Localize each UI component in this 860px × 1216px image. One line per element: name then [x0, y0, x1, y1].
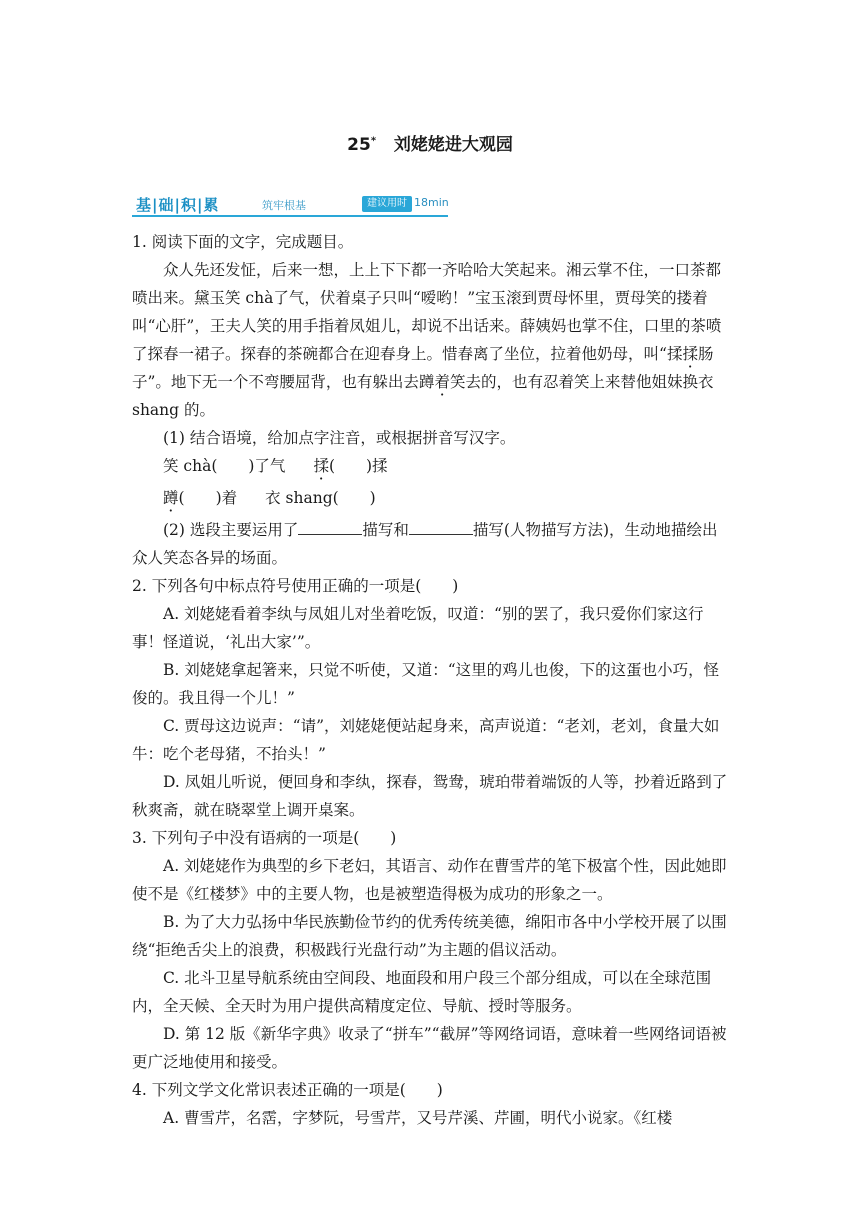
fill-shang: 衣 shang( )	[265, 489, 376, 507]
title-asterisk: *	[370, 135, 377, 147]
fill-cha: 笑 chà( )了气	[163, 457, 286, 475]
reading-passage: 众人先还发怔，后来一想，上上下下都一齐哈哈大笑起来。湘云掌不住，一口茶都喷出来。黛玉笑 chà了气，伏着桌子只叫“嗳哟！”宝玉滚到贾母怀里，贾母笑的搂着叫“心肝”，王夫人笑的用手指着凤姐儿，却说不出话来。薛姨妈也掌不住，口里的茶喷了探春一裙子。探春的茶碗都合在迎春身上。惜春离了坐位，拉着他奶母，叫“揉揉肠子”。地下无一个不弯腰屈背，也有躲出去蹲着笑去的，也有忍着笑上来替他姐妹换衣 shang 的。	[132, 261, 722, 419]
exercise-content	[132, 228, 732, 1132]
question-2-option-a: A. 刘姥姥看着李纨与凤姐儿对坐着吃饭，叹道：“别的罢了，我只爱你们家这行事！怪道说，‘礼出大家’”。	[132, 605, 704, 651]
question-2-option-c: C. 贾母这边说声：“请”，刘姥姥便站起身来，高声说道：“老刘，老刘，食量大如牛：吃个老母猪，不抬头！”	[132, 717, 720, 763]
suggested-time-value: 18min	[414, 196, 449, 209]
banner-sublabel: 筑牢根基	[262, 199, 306, 212]
question-1-stem: 1. 阅读下面的文字，完成题目。	[132, 233, 354, 251]
question-2-stem: 2. 下列各句中标点符号使用正确的一项是( )	[132, 577, 459, 595]
suggested-time-tag: 建议用时	[362, 196, 412, 212]
question-2-option-d: D. 凤姐儿听说，便回身和李纨，探春，鸳鸯，琥珀带着端饭的人等，抄着近路到了秋爽斋，就在晓翠堂上调开桌案。	[132, 773, 728, 819]
fill-row-1	[132, 452, 732, 480]
question-3-option-c: C. 北斗卫星导航系统由空间段、地面段和用户段三个部分组成，可以在全球范围内，全天候、全天时为用户提供高精度定位、导航、授时等服务。	[132, 969, 712, 1015]
answer-blank-1[interactable]	[298, 516, 362, 535]
question-3-option-d: D. 第 12 版《新华字典》收录了“拼车”“截屏”等网络词语，意味着一些网络词语被更广泛地使用和接受。	[132, 1025, 727, 1071]
question-4-option-a: A. 曹雪芹，名霑，字梦阮，号雪芹，又号芹溪、芹圃，明代小说家。《红楼	[163, 1109, 673, 1127]
fill-dun: 蹲( )着	[163, 489, 238, 507]
question-3-option-b: B. 为了大力弘扬中华民族勤俭节约的优秀传统美德，绵阳市各中小学校开展了以围绕“拒绝舌尖上的浪费，积极践行光盘行动”为主题的倡议活动。	[132, 913, 727, 959]
question-4-stem: 4. 下列文学文化常识表述正确的一项是( )	[132, 1081, 443, 1099]
question-1-sub-1: (1) 结合语境，给加点字注音，或根据拼音写汉字。	[163, 429, 516, 447]
question-1-sub-2: (2) 选段主要运用了 描写和 描写(人物描写方法)，生动地描绘出众人笑态各异的场面。	[132, 516, 732, 572]
question-3-option-a: A. 刘姥姥作为典型的乡下老妇，其语言、动作在曹雪芹的笔下极富个性，因此她即使不是《红楼梦》中的主要人物，也是被塑造得极为成功的形象之一。	[132, 857, 727, 903]
title-number: 25	[347, 135, 371, 155]
dotted-char-dun: 蹲	[418, 373, 435, 391]
fill-rou: 揉( )揉	[313, 457, 388, 475]
question-2-option-b: B. 刘姥姥拿起箸来，只觉不听使，又道：“这里的鸡儿也俊，下的这蛋也小巧，怪俊的。我且得一个儿！”	[132, 661, 720, 707]
section-banner	[132, 193, 448, 215]
banner-label: 基|础|积|累	[136, 196, 220, 214]
page-title	[0, 130, 860, 155]
question-3-stem: 3. 下列句子中没有语病的一项是( )	[132, 829, 397, 847]
fill-row-2	[132, 484, 732, 512]
title-text: 刘姥姥进大观园	[393, 135, 513, 155]
dotted-char-rou: 揉	[666, 345, 683, 363]
answer-blank-2[interactable]	[409, 516, 473, 535]
